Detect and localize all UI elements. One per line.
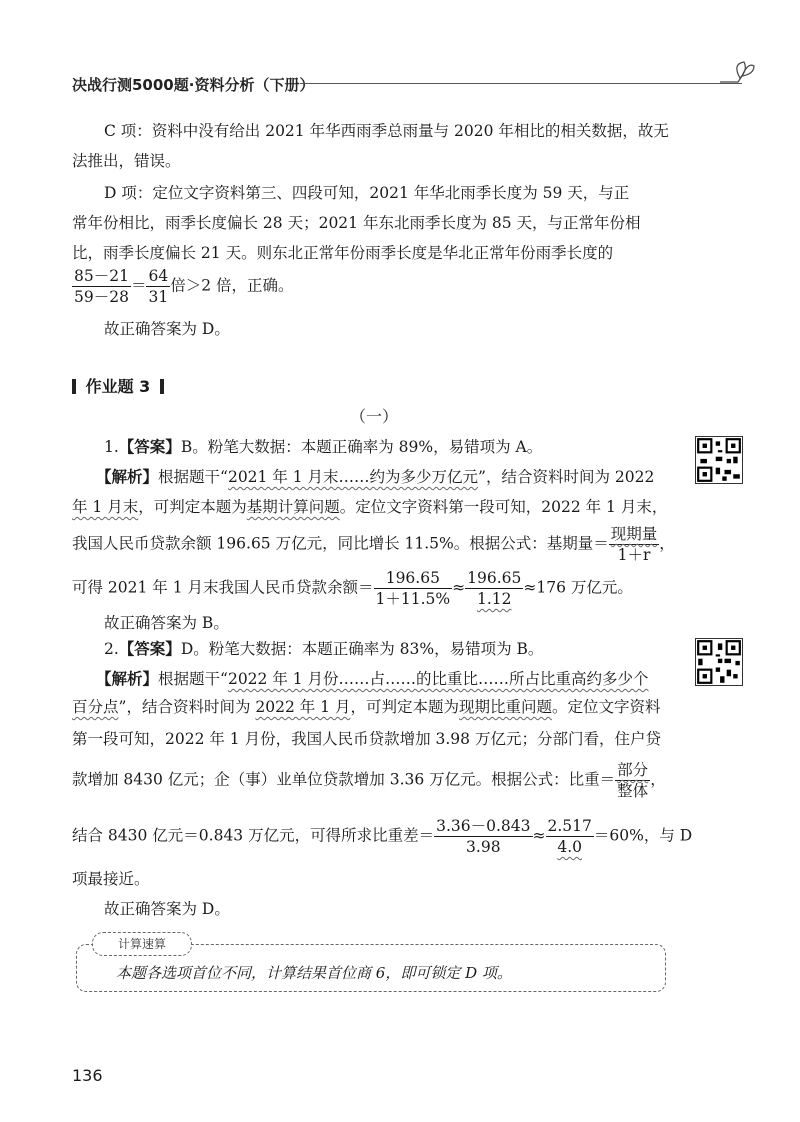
header-rule bbox=[300, 83, 742, 84]
option-d-line3: 比，雨季长度偏长 21 天。则东北正常年份雨季长度是华北正常年份雨季长度的 bbox=[72, 244, 614, 262]
qr-code-icon[interactable] bbox=[695, 638, 743, 686]
q2-analysis-line2: 百分点”，结合资料时间为 2022 年 1 月，可判定本题为现期比重问题。定位文字资料 bbox=[72, 698, 661, 716]
option-d-line1: D 项：定位文字资料第三、四段可知，2021 年华北雨季长度为 59 天，与正 bbox=[104, 184, 630, 202]
q2-answer: 2.【答案】D。粉笔大数据：本题正确率为 83%，易错项为 B。 bbox=[104, 639, 544, 658]
bar-left bbox=[72, 379, 76, 394]
fraction: $\frac{196.65}{1+11.5\%}$ bbox=[375, 569, 451, 608]
prev-final-answer: 故正确答案为 D。 bbox=[104, 320, 230, 338]
q2-analysis-line3: 第一段可知，2022 年 1 月份，我国人民币贷款增加 3.98 万亿元；分部门看，住户贷 bbox=[72, 730, 661, 748]
section-subtitle: （一） bbox=[350, 407, 399, 426]
option-c-line2: 法推出，错误。 bbox=[72, 152, 181, 170]
tip-label: 计算速算 bbox=[92, 932, 192, 956]
fraction: $\frac{64}{31}$ bbox=[148, 267, 169, 306]
option-c-line1: C 项：资料中没有给出 2021 年华西雨季总雨量与 2020 年相比的相关数据，故无 bbox=[104, 122, 669, 140]
fraction: $\frac{2.517}{4.0}$ bbox=[547, 817, 592, 856]
fraction: $\frac{3.36-0.843}{3.98}$ bbox=[436, 817, 531, 856]
tip-text: 本题各选项首位不同，计算结果首位商 6，即可锁定 D 项。 bbox=[116, 964, 512, 982]
page-number: 136 bbox=[72, 1066, 103, 1085]
fraction: $\frac{85-21}{59-28}$ bbox=[74, 267, 129, 306]
qr-code-icon[interactable] bbox=[695, 436, 743, 484]
header-title: 决战行测5000题·资料分析（下册） bbox=[72, 76, 315, 94]
option-d-calc: $\frac{85-21}{59-28}$ ＝ $\frac{64}{31}$ 倍＞2 倍，正确。 bbox=[74, 267, 294, 306]
q1-analysis-line3: 我国人民币贷款余额 196.65 万亿元，同比增长 11.5%。根据公式：基期量＝ $\frac{\text{现期量}}{1+r}$ ， bbox=[72, 525, 675, 564]
sprout-icon bbox=[718, 58, 756, 86]
q2-final-answer: 故正确答案为 D。 bbox=[104, 900, 230, 918]
option-d-line2: 常年份相比，雨季长度偏长 28 天；2021 年东北雨季长度为 85 天，与正常年份相 bbox=[72, 214, 641, 232]
q2-analysis-line4: 款增加 8430 亿元；企（事）业单位贷款增加 3.36 万亿元。根据公式：比重＝ $\frac{\text{部分}}{\text{整体}}$ ， bbox=[72, 761, 666, 800]
fraction: $\frac{\text{部分}}{\text{整体}}$ bbox=[617, 761, 649, 800]
q2-analysis-line5: 结合 8430 亿元＝0.843 万亿元，可得所求比重差＝ $\frac{3.36-0.843}{3.98}$ ≈ $\frac{2.517}{4.0}$ ＝60%，与 D bbox=[72, 817, 693, 856]
q1-analysis-line1: 【解析】根据题干“2021 年 1 月末……约为多少万亿元”，结合资料时间为 2022 bbox=[96, 467, 655, 486]
bar-right bbox=[160, 379, 164, 394]
q2-analysis-line1: 【解析】根据题干“2022 年 1 月份……占……的比重比……所占比重高约多少个 bbox=[96, 669, 649, 688]
q2-analysis-line6: 项最接近。 bbox=[72, 870, 150, 888]
q1-analysis-line2: 年 1 月末，可判定本题为基期计算问题。定位文字资料第一段可知，2022 年 1 月末， bbox=[72, 498, 668, 516]
section-title: 作业题 3 bbox=[72, 374, 164, 397]
q1-final-answer: 故正确答案为 B。 bbox=[104, 614, 229, 632]
q1-answer: 1.【答案】B。粉笔大数据：本题正确率为 89%，易错项为 A。 bbox=[104, 437, 543, 456]
q1-analysis-line4: 可得 2021 年 1 月末我国人民币贷款余额＝ $\frac{196.65}{1+11.5\%}$ ≈ $\frac{196.65}{1.12}$ ≈176 万亿元。 bbox=[72, 569, 633, 608]
fraction: $\frac{\text{现期量}}{1+r}$ bbox=[610, 525, 658, 564]
fraction: $\frac{196.65}{1.12}$ bbox=[467, 569, 522, 608]
